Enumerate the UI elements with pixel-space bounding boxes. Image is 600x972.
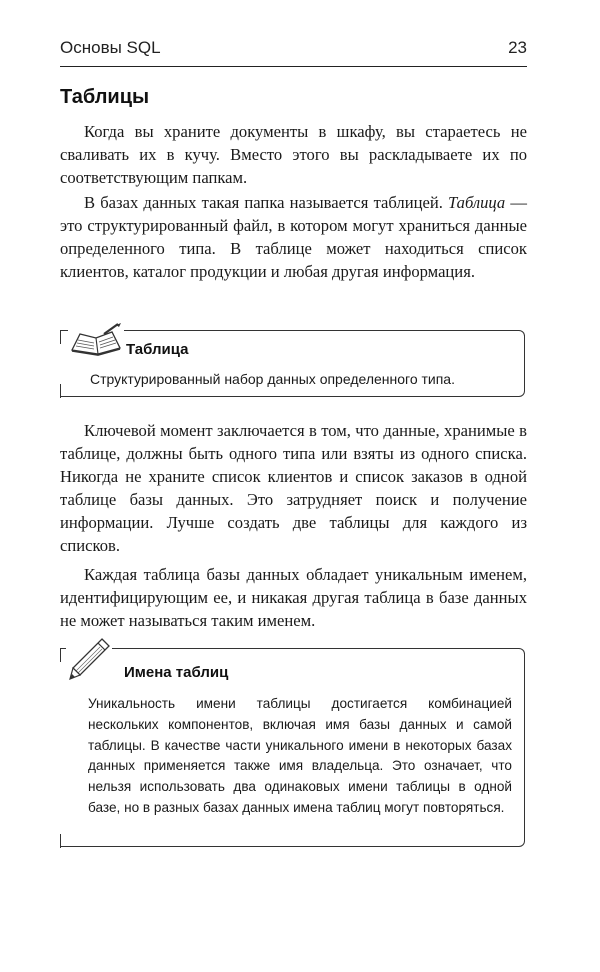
definition-frame-tick-bottom bbox=[60, 384, 61, 398]
paragraph-2-term: Таблица bbox=[448, 193, 506, 212]
paragraph-1-text: Когда вы храните документы в шкафу, вы стараетесь не сваливать их в кучу. Вместо этого вы раскладываете их по соответствующим папкам. bbox=[60, 122, 527, 187]
definition-box bbox=[60, 330, 527, 398]
header-divider bbox=[60, 66, 527, 67]
note-frame-tick-bottom bbox=[60, 834, 61, 848]
chapter-title: Основы SQL bbox=[60, 38, 161, 57]
book-icon bbox=[68, 322, 124, 356]
paragraph-4 bbox=[60, 563, 527, 632]
note-text: Уникальность имени таблицы достигается комбинацией нескольких компонентов, включая имя базы данных и самой таблицы. В качестве части уникального имени в некоторых базах данных применяется также имя владельца. Это означает, что нельзя использовать два одинаковых имени таблицы в одной базе, но в разных базах данных имена таблиц могут повторяться. bbox=[88, 696, 512, 815]
definition-text: Структурированный набор данных определенного типа. bbox=[90, 371, 455, 387]
section-heading: Таблицы bbox=[60, 86, 150, 108]
note-frame-tick-top bbox=[60, 648, 61, 662]
paragraph-2-text bbox=[60, 191, 527, 283]
definition-frame-tick-top bbox=[60, 330, 61, 344]
note-box bbox=[60, 648, 527, 848]
paragraph-1 bbox=[60, 120, 527, 189]
page-number: 23 bbox=[508, 38, 527, 57]
paragraph-2-rest: — это структурированный файл, в котором могут храниться данные определенного типа. В таблице может находиться список клиентов, каталог продукции и любая другая информация. bbox=[60, 193, 527, 281]
pencil-icon bbox=[66, 636, 112, 682]
paragraph-3-text: Ключевой момент заключается в том, что данные, хранимые в таблице, должны быть одного типа или взяты из одного списка. Никогда не храните список клиентов и список заказов в одной таблице базы данных. Это затрудняет поиск и получение информации. Лучше создать две таблицы для каждого из списков. bbox=[60, 421, 527, 555]
definition-title: Таблица bbox=[126, 341, 189, 358]
paragraph-4-text: Каждая таблица базы данных обладает уникальным именем, идентифицирующим ее, и никакая другая таблица в базе данных не может называться таким именем. bbox=[60, 565, 527, 630]
paragraph-2 bbox=[60, 191, 527, 283]
paragraph-2-intro: В базах данных такая папка называется таблицей. bbox=[84, 193, 443, 212]
running-header bbox=[60, 38, 527, 62]
paragraph-3 bbox=[60, 419, 527, 557]
note-title: Имена таблиц bbox=[124, 664, 229, 681]
